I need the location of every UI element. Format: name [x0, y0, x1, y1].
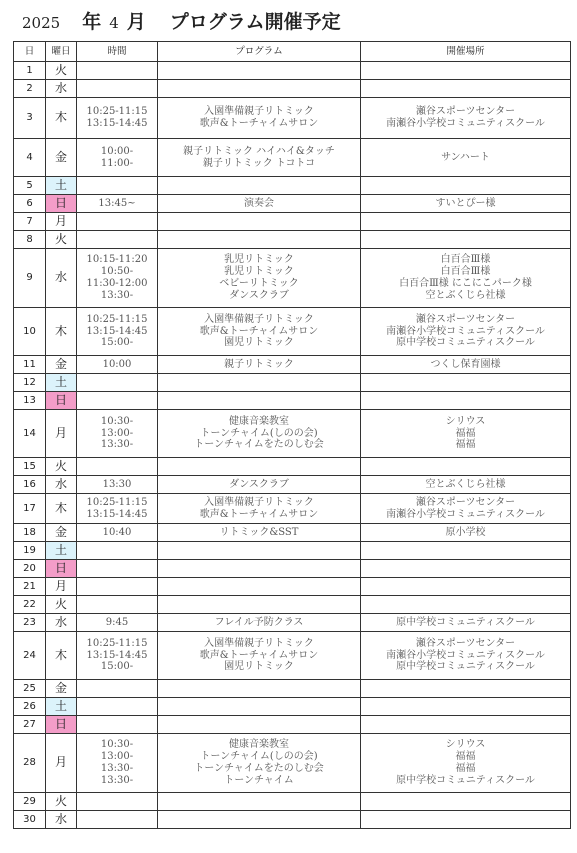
- table-row: [14, 98, 571, 139]
- time-line: 13:45~: [98, 197, 136, 209]
- day-cell: 30: [14, 811, 46, 829]
- header-weekday: 曜日: [46, 42, 77, 62]
- program-line: トーンチャイム(しのの会): [200, 427, 318, 439]
- place-cell: [361, 213, 571, 231]
- program-cell: [158, 356, 361, 374]
- weekday-cell: 土: [46, 542, 77, 560]
- program-cell: [158, 231, 361, 249]
- time-line: 15:00-: [100, 661, 134, 673]
- time-cell: [77, 578, 158, 596]
- time-cell: [77, 476, 158, 494]
- program-cell: [158, 249, 361, 308]
- header-day: 日: [14, 42, 46, 62]
- place-line: 福福: [455, 751, 476, 763]
- program-cell: [158, 177, 361, 195]
- program-cell: [158, 614, 361, 632]
- place-line: 白百合Ⅲ様: [440, 254, 491, 266]
- program-cell: [158, 542, 361, 560]
- time-cell: [77, 494, 158, 524]
- place-line: 空とぶくじら社様: [425, 478, 506, 490]
- program-line: 歌声&トーチャイムサロン: [199, 118, 319, 129]
- place-cell: [361, 698, 571, 716]
- time-line: 13:15-14:45: [86, 118, 148, 129]
- program-line: 親子リトミック ハイハイ&タッチ: [183, 145, 335, 157]
- day-cell: 23: [14, 614, 46, 632]
- day-cell: 14: [14, 410, 46, 458]
- table-row: [14, 177, 571, 195]
- time-cell: [77, 614, 158, 632]
- time-line: 13:30-: [100, 763, 134, 774]
- place-line: 南瀬谷小学校コミュニティスクール: [386, 118, 545, 129]
- day-cell: 22: [14, 596, 46, 614]
- place-cell: [361, 231, 571, 249]
- table-row: [14, 632, 571, 680]
- table-row: [14, 811, 571, 829]
- table-row: [14, 494, 571, 524]
- place-line: 瀬谷スポーツセンター: [415, 496, 516, 508]
- program-line: トーンチャイムをたのしむ会: [194, 439, 324, 451]
- day-cell: 18: [14, 524, 46, 542]
- program-line: ダンスクラブ: [229, 289, 289, 301]
- time-cell: [77, 80, 158, 98]
- place-line: サンハート: [441, 151, 490, 163]
- schedule-table: [13, 41, 571, 829]
- place-cell: [361, 62, 571, 80]
- program-cell: [158, 392, 361, 410]
- weekday-cell: 火: [46, 596, 77, 614]
- day-cell: 15: [14, 458, 46, 476]
- table-row: [14, 374, 571, 392]
- day-cell: 13: [14, 392, 46, 410]
- program-line: 歌声&トーチャイムサロン: [199, 508, 319, 520]
- day-cell: 3: [14, 98, 46, 139]
- time-cell: [77, 793, 158, 811]
- table-row: [14, 476, 571, 494]
- time-cell: [77, 195, 158, 213]
- time-cell: [77, 249, 158, 308]
- place-line: シリウス: [445, 415, 486, 427]
- table-row: [14, 596, 571, 614]
- place-line: 白百合Ⅲ様: [440, 266, 491, 278]
- program-cell: [158, 680, 361, 698]
- table-row: [14, 578, 571, 596]
- day-cell: 11: [14, 356, 46, 374]
- header-program: プログラム: [158, 42, 361, 62]
- place-cell: [361, 811, 571, 829]
- time-line: 13:30-: [100, 289, 134, 301]
- place-cell: [361, 578, 571, 596]
- program-cell: [158, 374, 361, 392]
- table-row: [14, 524, 571, 542]
- time-cell: [77, 542, 158, 560]
- place-cell: [361, 596, 571, 614]
- place-line: 福福: [455, 439, 476, 451]
- place-cell: [361, 249, 571, 308]
- place-cell: [361, 494, 571, 524]
- time-cell: [77, 560, 158, 578]
- table-row: [14, 542, 571, 560]
- time-cell: [77, 139, 158, 177]
- day-cell: 8: [14, 231, 46, 249]
- place-cell: [361, 716, 571, 734]
- time-line: 13:30: [102, 478, 132, 490]
- program-cell: [158, 632, 361, 680]
- place-line: 空とぶくじら社様: [425, 289, 506, 301]
- table-row: [14, 680, 571, 698]
- time-line: 10:00: [102, 358, 132, 370]
- time-cell: [77, 596, 158, 614]
- time-cell: [77, 524, 158, 542]
- program-cell: [158, 560, 361, 578]
- time-line: 13:15-14:45: [86, 649, 148, 661]
- weekday-cell: 日: [46, 392, 77, 410]
- title-year: 2025: [22, 14, 61, 32]
- time-cell: [77, 680, 158, 698]
- day-cell: 10: [14, 308, 46, 356]
- place-cell: [361, 139, 571, 177]
- weekday-cell: 金: [46, 356, 77, 374]
- day-cell: 7: [14, 213, 46, 231]
- place-line: すいとぴー様: [435, 197, 496, 209]
- day-cell: 17: [14, 494, 46, 524]
- table-row: [14, 356, 571, 374]
- title-month: 4: [109, 14, 119, 32]
- weekday-cell: 月: [46, 734, 77, 793]
- time-line: 10:00-: [100, 145, 134, 157]
- program-line: 入園準備親子リトミック: [204, 106, 314, 118]
- place-cell: [361, 374, 571, 392]
- program-cell: [158, 476, 361, 494]
- day-cell: 2: [14, 80, 46, 98]
- day-cell: 16: [14, 476, 46, 494]
- program-cell: [158, 524, 361, 542]
- page-title: [22, 9, 341, 35]
- place-cell: [361, 356, 571, 374]
- place-line: 福福: [455, 763, 476, 774]
- table-row: [14, 614, 571, 632]
- weekday-cell: 水: [46, 80, 77, 98]
- weekday-cell: 月: [46, 410, 77, 458]
- program-line: トーンチャイムをたのしむ会: [194, 763, 324, 774]
- program-line: リトミック&SST: [219, 526, 299, 538]
- program-line: 歌声&トーチャイムサロン: [199, 325, 319, 337]
- program-line: 乳児リトミック: [224, 266, 294, 278]
- table-header-row: [14, 42, 571, 62]
- program-line: 乳児リトミック: [224, 254, 294, 266]
- program-cell: [158, 308, 361, 356]
- day-cell: 6: [14, 195, 46, 213]
- program-cell: [158, 578, 361, 596]
- weekday-cell: 金: [46, 139, 77, 177]
- time-line: 10:40: [102, 526, 132, 538]
- place-cell: [361, 98, 571, 139]
- place-cell: [361, 308, 571, 356]
- weekday-cell: 水: [46, 811, 77, 829]
- table-row: [14, 80, 571, 98]
- table-row: [14, 139, 571, 177]
- day-cell: 4: [14, 139, 46, 177]
- place-cell: [361, 680, 571, 698]
- time-cell: [77, 62, 158, 80]
- time-line: 15:00-: [100, 337, 134, 349]
- table-row: [14, 698, 571, 716]
- table-row: [14, 716, 571, 734]
- time-line: 13:15-14:45: [86, 325, 148, 337]
- time-line: 10:30-: [100, 739, 134, 751]
- time-line: 11:30-12:00: [86, 278, 148, 289]
- program-cell: [158, 596, 361, 614]
- program-cell: [158, 793, 361, 811]
- day-cell: 12: [14, 374, 46, 392]
- place-line: 原中学校コミュニティスクール: [396, 661, 535, 673]
- program-cell: [158, 716, 361, 734]
- place-cell: [361, 524, 571, 542]
- time-line: 13:30-: [100, 774, 134, 786]
- weekday-cell: 水: [46, 476, 77, 494]
- time-cell: [77, 716, 158, 734]
- time-cell: [77, 213, 158, 231]
- place-line: 原中学校コミュニティスクール: [396, 337, 535, 349]
- day-cell: 27: [14, 716, 46, 734]
- time-line: 10:25-11:15: [86, 637, 148, 649]
- weekday-cell: 木: [46, 98, 77, 139]
- weekday-cell: 土: [46, 177, 77, 195]
- table-row: [14, 231, 571, 249]
- table-row: [14, 213, 571, 231]
- weekday-cell: 日: [46, 195, 77, 213]
- time-line: 13:15-14:45: [86, 508, 148, 520]
- weekday-cell: 木: [46, 308, 77, 356]
- time-line: 10:30-: [100, 415, 134, 427]
- table-row: [14, 195, 571, 213]
- day-cell: 24: [14, 632, 46, 680]
- weekday-cell: 火: [46, 231, 77, 249]
- place-cell: [361, 458, 571, 476]
- program-line: 健康音楽教室: [229, 739, 289, 751]
- place-line: 瀬谷スポーツセンター: [415, 637, 516, 649]
- place-cell: [361, 177, 571, 195]
- program-line: 健康音楽教室: [229, 415, 289, 427]
- table-row: [14, 410, 571, 458]
- program-line: ベビーリトミック: [219, 278, 299, 289]
- day-cell: 26: [14, 698, 46, 716]
- time-line: 10:25-11:15: [86, 106, 148, 118]
- program-cell: [158, 410, 361, 458]
- program-cell: [158, 458, 361, 476]
- program-cell: [158, 62, 361, 80]
- day-cell: 1: [14, 62, 46, 80]
- program-cell: [158, 698, 361, 716]
- place-line: 福福: [455, 427, 476, 439]
- program-cell: [158, 80, 361, 98]
- place-cell: [361, 560, 571, 578]
- time-line: 10:15-11:20: [86, 254, 148, 266]
- program-line: 親子リトミック トコトコ: [202, 157, 316, 169]
- day-cell: 25: [14, 680, 46, 698]
- weekday-cell: 日: [46, 560, 77, 578]
- day-cell: 29: [14, 793, 46, 811]
- time-cell: [77, 98, 158, 139]
- weekday-cell: 水: [46, 249, 77, 308]
- weekday-cell: 日: [46, 716, 77, 734]
- program-line: ダンスクラブ: [229, 478, 289, 490]
- schedule-body: [14, 62, 571, 829]
- program-cell: [158, 195, 361, 213]
- time-line: 13:30-: [100, 439, 134, 451]
- weekday-cell: 金: [46, 524, 77, 542]
- program-line: 園児リトミック: [224, 661, 294, 673]
- place-line: 原中学校コミュニティスクール: [396, 774, 535, 786]
- place-cell: [361, 195, 571, 213]
- place-line: 瀬谷スポーツセンター: [415, 313, 516, 325]
- day-cell: 21: [14, 578, 46, 596]
- title-month-char: 月: [126, 11, 146, 33]
- time-cell: [77, 458, 158, 476]
- table-row: [14, 308, 571, 356]
- place-line: 原中学校コミュニティスクール: [396, 616, 535, 628]
- time-cell: [77, 231, 158, 249]
- weekday-cell: 火: [46, 62, 77, 80]
- place-cell: [361, 542, 571, 560]
- time-line: 10:25-11:15: [86, 496, 148, 508]
- time-line: 9:45: [105, 616, 129, 628]
- place-cell: [361, 734, 571, 793]
- time-cell: [77, 734, 158, 793]
- weekday-cell: 木: [46, 632, 77, 680]
- time-line: 11:00-: [100, 157, 134, 169]
- header-place: 開催場所: [361, 42, 571, 62]
- time-cell: [77, 698, 158, 716]
- table-row: [14, 734, 571, 793]
- program-line: 入園準備親子リトミック: [204, 313, 314, 325]
- place-cell: [361, 410, 571, 458]
- day-cell: 20: [14, 560, 46, 578]
- table-row: [14, 62, 571, 80]
- program-cell: [158, 494, 361, 524]
- time-cell: [77, 410, 158, 458]
- program-line: 園児リトミック: [224, 337, 294, 349]
- place-line: 瀬谷スポーツセンター: [415, 106, 516, 118]
- weekday-cell: 火: [46, 458, 77, 476]
- program-cell: [158, 213, 361, 231]
- place-cell: [361, 80, 571, 98]
- time-cell: [77, 356, 158, 374]
- time-line: 10:25-11:15: [86, 313, 148, 325]
- place-line: 白百合Ⅲ様 にこにこパーク様: [399, 278, 532, 289]
- time-cell: [77, 392, 158, 410]
- place-line: 南瀬谷小学校コミュニティスクール: [386, 325, 545, 337]
- table-row: [14, 458, 571, 476]
- program-line: 演奏会: [244, 197, 274, 209]
- title-year-char: 年: [82, 11, 102, 33]
- place-line: 南瀬谷小学校コミュニティスクール: [386, 508, 545, 520]
- weekday-cell: 金: [46, 680, 77, 698]
- weekday-cell: 水: [46, 614, 77, 632]
- program-line: 入園準備親子リトミック: [204, 637, 314, 649]
- weekday-cell: 月: [46, 578, 77, 596]
- place-cell: [361, 632, 571, 680]
- place-line: つくし保育園様: [430, 358, 501, 370]
- weekday-cell: 土: [46, 374, 77, 392]
- place-cell: [361, 614, 571, 632]
- day-cell: 5: [14, 177, 46, 195]
- table-row: [14, 392, 571, 410]
- program-line: 入園準備親子リトミック: [204, 496, 314, 508]
- time-cell: [77, 374, 158, 392]
- table-row: [14, 249, 571, 308]
- time-cell: [77, 177, 158, 195]
- place-cell: [361, 793, 571, 811]
- place-line: シリウス: [445, 739, 486, 751]
- place-line: 原小学校: [445, 526, 486, 538]
- weekday-cell: 月: [46, 213, 77, 231]
- time-line: 13:00-: [100, 751, 134, 763]
- time-line: 10:50-: [100, 266, 134, 278]
- time-cell: [77, 632, 158, 680]
- weekday-cell: 木: [46, 494, 77, 524]
- header-time: 時間: [77, 42, 158, 62]
- time-line: 13:00-: [100, 427, 134, 439]
- program-line: フレイル予防クラス: [214, 616, 304, 628]
- place-cell: [361, 476, 571, 494]
- time-cell: [77, 811, 158, 829]
- day-cell: 28: [14, 734, 46, 793]
- day-cell: 9: [14, 249, 46, 308]
- program-line: 親子リトミック: [224, 358, 294, 370]
- place-line: 南瀬谷小学校コミュニティスクール: [386, 649, 545, 661]
- program-line: トーンチャイム: [224, 774, 294, 786]
- place-cell: [361, 392, 571, 410]
- weekday-cell: 土: [46, 698, 77, 716]
- table-row: [14, 793, 571, 811]
- program-cell: [158, 98, 361, 139]
- table-row: [14, 560, 571, 578]
- day-cell: 19: [14, 542, 46, 560]
- program-cell: [158, 139, 361, 177]
- program-line: トーンチャイム(しのの会): [200, 751, 318, 763]
- time-cell: [77, 308, 158, 356]
- program-cell: [158, 734, 361, 793]
- weekday-cell: 火: [46, 793, 77, 811]
- program-line: 歌声&トーチャイムサロン: [199, 649, 319, 661]
- program-cell: [158, 811, 361, 829]
- title-text: プログラム開催予定: [169, 11, 341, 33]
